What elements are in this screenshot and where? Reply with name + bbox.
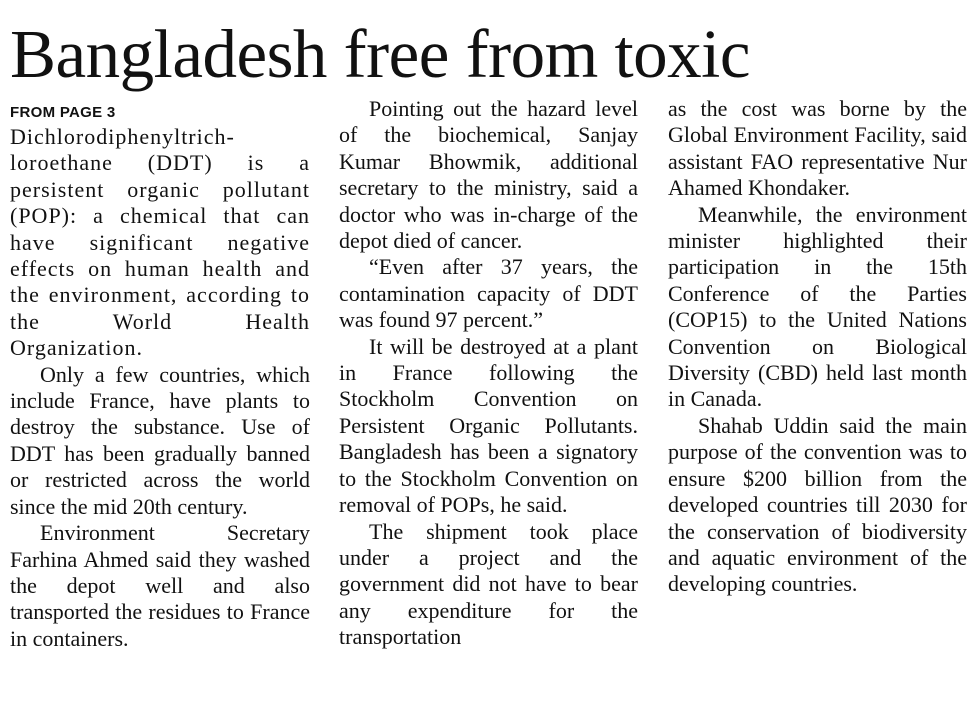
article-paragraph: Dichlorodiphenyltrich-loroethane (DDT) is a persistent organic pollutant (POP): a chemical that can have significant negative effects on human health and the environment, according to the World Health Organization.: [10, 124, 310, 361]
article-paragraph: Shahab Uddin said the main purpose of the convention was to ensure $200 billion from the developed countries till 2030 for the conservation of biodiversity and aquatic environment of the developing countries.: [668, 412, 967, 597]
article-paragraph: Meanwhile, the environment minister highlighted their participation in the 15th Conference of the Parties (COP15) to the United Nations Convention on Biological Diversity (CBD) held last month in Canada.: [668, 201, 967, 412]
article-paragraph: It will be destroyed at a plant in France following the Stockholm Convention on Persistent Organic Pollutants. Bangladesh has been a signatory to the Stockholm Convention on removal of POPs, he said.: [339, 333, 638, 518]
article-paragraph: Pointing out the hazard level of the biochemical, Sanjay Kumar Bhowmik, additional secretary to the ministry, said a doctor who was in-charge of the depot died of cancer.: [339, 96, 638, 254]
article-column-2: [339, 96, 638, 651]
article-column-1: [10, 96, 310, 652]
headline: Bangladesh free from toxic: [10, 16, 750, 92]
article-paragraph: “Even after 37 years, the contamination capacity of DDT was found 97 percent.”: [339, 254, 638, 333]
jump-line: FROM PAGE 3: [10, 104, 116, 121]
article-paragraph: Only a few countries, which include France, have plants to destroy the substance. Use of DDT has been gradually banned or restricted across the world since the mid 20th century.: [10, 361, 310, 519]
article-paragraph: Environment Secretary Farhina Ahmed said they washed the depot well and also transported the residues to France in containers.: [10, 520, 310, 651]
article-paragraph: The shipment took place under a project and the government did not have to bear any expenditure for the transportation: [339, 518, 638, 650]
article-column-3: [668, 96, 967, 598]
article-paragraph: as the cost was borne by the Global Environment Facility, said assistant FAO representative Nur Ahamed Khondaker.: [668, 96, 967, 201]
